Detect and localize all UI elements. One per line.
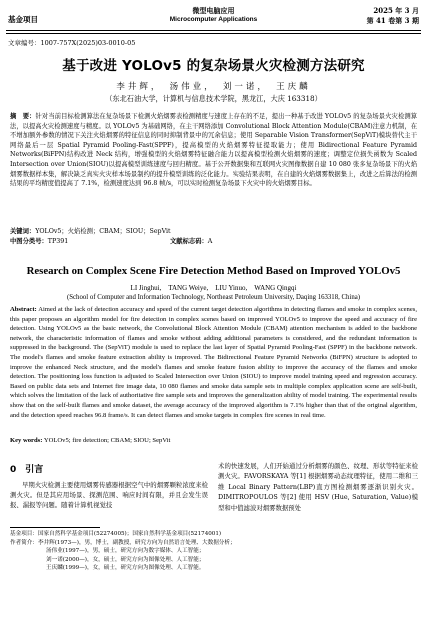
keywords-cn bbox=[10, 226, 171, 235]
clc-value: TP391 bbox=[47, 238, 69, 245]
footnotes bbox=[10, 530, 417, 573]
footnote-funding: 基金项目：国家自然科学基金项目(52274005)；国家自然科学基金项目(52174001) bbox=[10, 531, 222, 537]
clc-number bbox=[10, 236, 68, 245]
footnote-author-bio: 刘一诺(2000—)，女，硕士，研究方向为图像处理、人工智能； bbox=[46, 556, 205, 563]
doccode-value: A bbox=[207, 238, 213, 245]
affiliation-en: (School of Computer and Information Technology, Northeast Petroleum University, Daqing 163318, China) bbox=[67, 294, 360, 301]
title-en: Research on Complex Scene Fire Detection Method Based on Improved YOLOv5 bbox=[26, 265, 401, 277]
footnote-author-bio: 作者简介：李井辉(1973—)，男，博士，副教授，研究方向为自然语言处理、大数据分析； bbox=[10, 539, 236, 546]
intro-left-column: 早期火灾检测主要使用烟雾传感器根据空气中的烟雾颗粒浓度来检测火灾。但是其应用场景、探测范围、响应时间有限，并且会发生误报、漏报等问题。随着计算机视觉技 bbox=[10, 481, 208, 509]
issue-date: 2025 年 3 月 bbox=[373, 6, 419, 15]
footnote-author-bio: 汤伟业(1997—)，男，硕士，研究方向为数字媒体、人工智能； bbox=[46, 548, 205, 555]
keywords-en-label: Key words: bbox=[10, 437, 43, 444]
page-header bbox=[6, 4, 421, 30]
journal-name-en: Microcomputer Applications bbox=[169, 16, 258, 23]
keywords-cn-text: YOLOv5；火焰检测；CBAM；SIOU；SepVit bbox=[35, 228, 171, 235]
journal-name-cn: 微型电脑应用 bbox=[192, 6, 235, 15]
intro-right-column: 术的快速发展，人们开始通过分析烟雾的颜色、纹理、形状等特征来检测火灾。FAVORSKAYA 等[1] 根据烟雾动态纹理特征，使用二维和三维 Local Binary Pattern(LBP)直方图检测烟雾逐渐识别火灾。DIMITROPOULOS 等[2] 使用 HSV (Hue, Saturation, Value)模型和中值滤波对烟雾数据预处 bbox=[218, 462, 418, 512]
authors-en: LI Jinghui, TANG Weiye, LIU Yinuo, WANG Qingqi bbox=[130, 284, 297, 292]
doccode-label: 文献标志码： bbox=[170, 238, 208, 245]
header-rule-thin bbox=[6, 33, 421, 34]
abstract-en-text: Aimed at the lack of detection accuracy and speed of the current target detection algorithms in detecting flames and smoke in complex scenes, this paper proposes an algorithm model for fire detection in complex scenes based on improved YOLOv5 to improve the speed and accuracy of fire detection. Using YOLOv5 as the basic network, the Convolutional Block Attention Module (CBAM) attention mechanism is added to the backbone network, the characteristic information of flames and smoke without adding additional parameters is considered, and the redundant information is suppressed in the background. The (SepViT) module is used to replace the last layer of Spatial Pyramid Pooling-Fast (SPPF) in the backbone network. The model's flames and smoke feature extraction ability is improved. The Bidirectional Feature Pyramid Networks (BiFPN) structure is adopted to improve the enhanced Neck structure, and the model's flames and smoke feature fusion ability to improve the accuracy of the flames and smoke detection. The positioning loss function is adjusted to Scaled Intersection over Union (SIOU) to improve model training speed and regression accuracy. Based on public data sets and Internet fire image data, 10 080 flames and smoke data sample sets in multiple complex application scene are self-built, which solves the limitation of the lack of authoritative fire sample sets and improves the generalization ability of model training. The experimental results show that on the self-built flames and smoke dataset, the average accuracy of the improved algorithm is 7.1% higher than that of the original algorithm, and the detection speed reaches 96.8 frame/s. It can detect flames and smoke targets in complex fire scenes in real time. bbox=[10, 306, 417, 419]
title-cn: 基于改进 YOLOv5 的复杂场景火灾检测方法研究 bbox=[62, 58, 365, 74]
keywords-cn-label: 关键词： bbox=[10, 228, 36, 235]
abstract-en-label: Abstract: bbox=[10, 306, 37, 313]
abstract-cn-text: 针对当前目标检测算法在复杂场景下检测火焰烟雾表检测精度与速度上存在的不足，提出一种基于改进 YOLOv5 的复杂场景火灾检测算法，以提高火灾检测速度与精度。以 YOLOv5 为基础网络，在主干网络添加 Convolutional Block Attention Module(CBAM)注意力机制，在不增加额外参数的情况下关注火焰烟雾的特征信息的同时抑制背景中的冗余信息；使用 Separable Vision Transformer(SepViT)模块替代主干网络最后一层 Spatial Pyramid Pooling-Fast(SPPF)，提高模型的火焰烟雾特征提取能力；使用 Bidirectional Feature Pyramid Networks(BiFPN)结构改进 Neck 结构，增强模型的火焰烟雾特征融合能力以提高模型检测火焰烟雾的速度；调整定位损失函数为 Scaled Intersection over Union(SIOU)以提高模型训练速度与回归精度。基于公开数据集和互联网火灾图像数据自建 10 080 张多复杂场景下的火焰烟雾数据样本集，解决缺乏真实火灾样本场景制约的提升模型训练的泛化能力。实验结果表明，在自建的火焰烟雾数据集上，改进之后算法的检测结果的平均精度值提高了 7.1%，检测速度达到 96.8 帧/s，可以实时检测复杂场景下火灾中的火焰烟雾目标。 bbox=[10, 113, 418, 188]
keywords-en bbox=[10, 437, 170, 444]
footnote-rule bbox=[10, 527, 100, 528]
header-rule bbox=[6, 30, 421, 31]
authors-cn: 李井辉， 汤伟业， 刘一诺， 王庆麟 bbox=[116, 82, 311, 92]
volume-issue: 第 41 卷第 3 期 bbox=[366, 16, 419, 25]
document-code bbox=[170, 236, 212, 245]
footnote-author-bio: 王庆麟(1999—)，女，硕士，研究方向为图像处理、人工智能。 bbox=[46, 565, 205, 572]
clc-label: 中图分类号： bbox=[10, 238, 48, 245]
affiliation-cn: （东北石油大学，计算机与信息技术学院，黑龙江，大庆 163318） bbox=[105, 94, 322, 103]
header-section-label: 基金项目 bbox=[8, 15, 38, 24]
article-number: 文章编号：1007-757X(2025)03-0010-05 bbox=[8, 39, 136, 47]
abstract-cn-label: 摘 要： bbox=[10, 113, 36, 120]
section-heading-intro: 0 引言 bbox=[10, 465, 44, 475]
abstract-en bbox=[10, 305, 417, 420]
keywords-en-text: YOLOv5; fire detection; CBAM; SIOU; SepVit bbox=[43, 437, 171, 444]
abstract-cn bbox=[10, 112, 417, 189]
